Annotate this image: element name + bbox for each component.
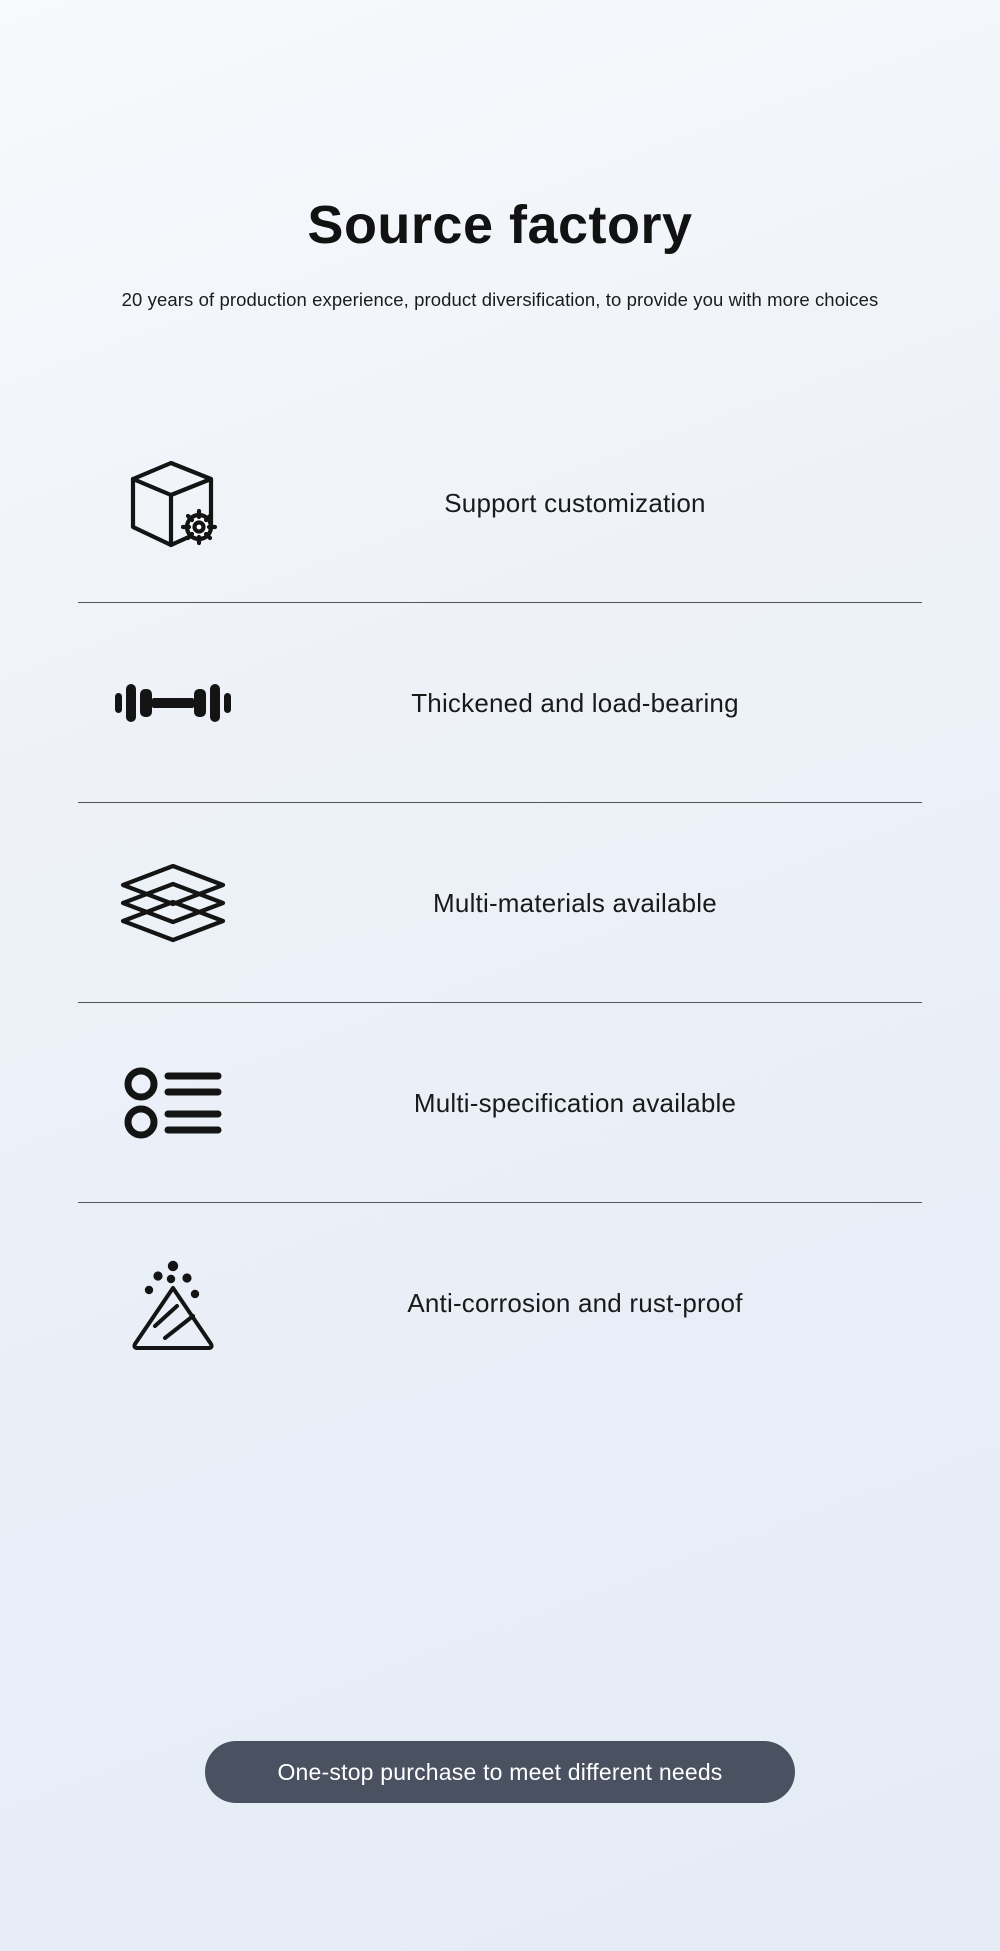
list-settings-icon: [78, 1064, 268, 1142]
anti-corrosion-icon: [78, 1254, 268, 1352]
layers-icon: [78, 860, 268, 946]
list-item-label: Anti-corrosion and rust-proof: [407, 1287, 743, 1318]
box-gear-icon: [78, 449, 268, 557]
list-item-label: Thickened and load-bearing: [411, 687, 739, 718]
one-stop-purchase-button[interactable]: One-stop purchase to meet different needs: [205, 1741, 795, 1803]
feature-list: [0, 403, 1000, 1403]
list-item-label: Multi-specification available: [413, 1087, 737, 1118]
dumbbell-icon: [78, 673, 268, 733]
list-item: [78, 803, 922, 1003]
page-header: [0, 0, 1000, 311]
list-item: [78, 603, 922, 803]
list-item: [78, 403, 922, 603]
page-title: Source factory: [307, 195, 693, 255]
list-item-label: Support customization: [444, 487, 706, 518]
list-item: [78, 1203, 922, 1403]
cta-container: [0, 1741, 1000, 1803]
list-item-label: Multi-materials available: [433, 887, 717, 918]
list-item: [78, 1003, 922, 1203]
page-subtitle: 20 years of production experience, product diversification, to provide you with more choices: [121, 289, 879, 311]
